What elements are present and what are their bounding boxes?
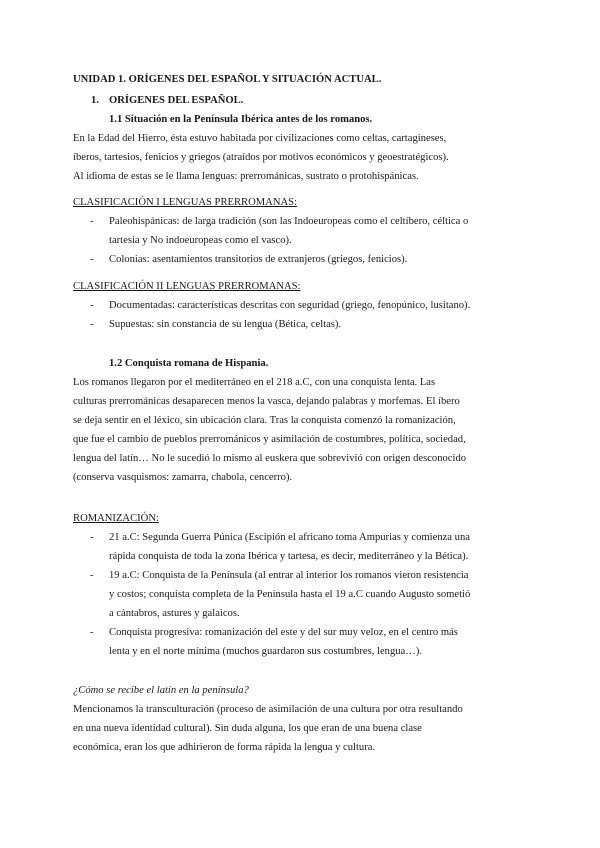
list-item-line: Documentadas: características descritas con seguridad (griego, fenopúnico, lusitano). — [109, 300, 471, 311]
section-number: 1. — [91, 95, 99, 106]
latin-question: ¿Cómo se recibe el latín en la península? — [73, 685, 249, 696]
bullet-dash: - — [90, 532, 94, 543]
bullet-dash: - — [90, 254, 94, 265]
paragraph-line: que fue el cambio de pueblos prerrománicos y asimilación de costumbres, política, sociedad, — [73, 434, 466, 445]
bullet-dash: - — [90, 570, 94, 581]
bullet-dash: - — [90, 627, 94, 638]
paragraph-line: íberos, tartesios, fenicios y griegos (atraídos por motivos económicos y geoestratégicos). — [73, 152, 449, 163]
bullet-dash: - — [90, 300, 94, 311]
subsection-1-2-title: 1.2 Conquista romana de Hispania. — [109, 358, 269, 369]
paragraph-line: se deja sentir en el léxico, sin ubicación clara. Tras la conquista comenzó la romanización, — [73, 415, 456, 426]
romanizacion-heading: ROMANIZACIÓN: — [73, 513, 159, 524]
unit-title: UNIDAD 1. ORÍGENES DEL ESPAÑOL Y SITUACIÓN ACTUAL. — [73, 74, 382, 85]
paragraph-line: económica, eran los que adhirieron de forma rápida la lengua y cultura. — [73, 742, 376, 753]
list-item-line: Paleohispánicas: de larga tradición (son las Indoeuropeas como el celtíbero, céltica o — [109, 216, 469, 227]
list-item-line: y costos; conquista completa de la Península hasta el 19 a.C cuando Augusto sometió — [109, 589, 471, 600]
list-item-line: lenta y en el norte mínima (muchos guardaron sus costumbres, lengua…). — [109, 646, 423, 657]
classification-2-heading: CLASIFICACIÓN II LENGUAS PRERROMANAS: — [73, 281, 301, 292]
list-item-line: Conquista progresiva: romanización del este y del sur muy veloz, en el centro más — [109, 627, 458, 638]
paragraph-line: en una nueva identidad cultural). Sin duda alguna, los que eran de una buena clase — [73, 723, 422, 734]
list-item-line: 19 a.C: Conquista de la Península (al entrar al interior los romanos vieron resistencia — [109, 570, 469, 581]
paragraph-line: Los romanos llegaron por el mediterráneo en el 218 a.C, con una conquista lenta. Las — [73, 377, 436, 388]
paragraph-line: En la Edad del Hierro, ésta estuvo habitada por civilizaciones como celtas, cartagineses, — [73, 133, 447, 144]
list-item-line: a cántabros, astures y galaicos. — [109, 608, 240, 619]
paragraph-line: Mencionamos la transculturación (proceso de asimilación de una cultura por otra resultando — [73, 704, 463, 715]
paragraph-line: (conserva vasquismos: zamarra, chabola, cencerro). — [73, 472, 293, 483]
paragraph-line: culturas prerrománicas desaparecen menos la vasca, dejando palabras y morfemas. El íbero — [73, 396, 460, 407]
list-item-line: tartesia y No indoeuropeas como el vasco). — [109, 235, 292, 246]
classification-1-heading: CLASIFICACIÓN I LENGUAS PRERROMANAS: — [73, 197, 297, 208]
bullet-dash: - — [90, 216, 94, 227]
list-item-line: Supuestas: sin constancia de su lengua (Bética, celtas). — [109, 319, 342, 330]
paragraph-line: Al idioma de estas se le llama lenguas: prerrománicas, sustrato o protohispánicas. — [73, 171, 419, 182]
paragraph-line: lengua del latín… No le sucedió lo mismo al euskera que sobrevivió con origen desconocido — [73, 453, 467, 464]
bullet-dash: - — [90, 319, 94, 330]
section-title: ORÍGENES DEL ESPAÑOL. — [109, 95, 244, 106]
subsection-1-1-title: 1.1 Situación en la Península Ibérica antes de los romanos. — [109, 114, 373, 125]
list-item-line: Colonias: asentamientos transitorios de extranjeros (griegos, fenicios). — [109, 254, 408, 265]
list-item-line: 21 a.C: Segunda Guerra Púnica (Escipión el africano toma Ampurias y comienza una — [109, 532, 470, 543]
list-item-line: rápida conquista de toda la zona Ibérica y tartesa, es decir, mediterráneo y la Bética). — [109, 551, 469, 562]
